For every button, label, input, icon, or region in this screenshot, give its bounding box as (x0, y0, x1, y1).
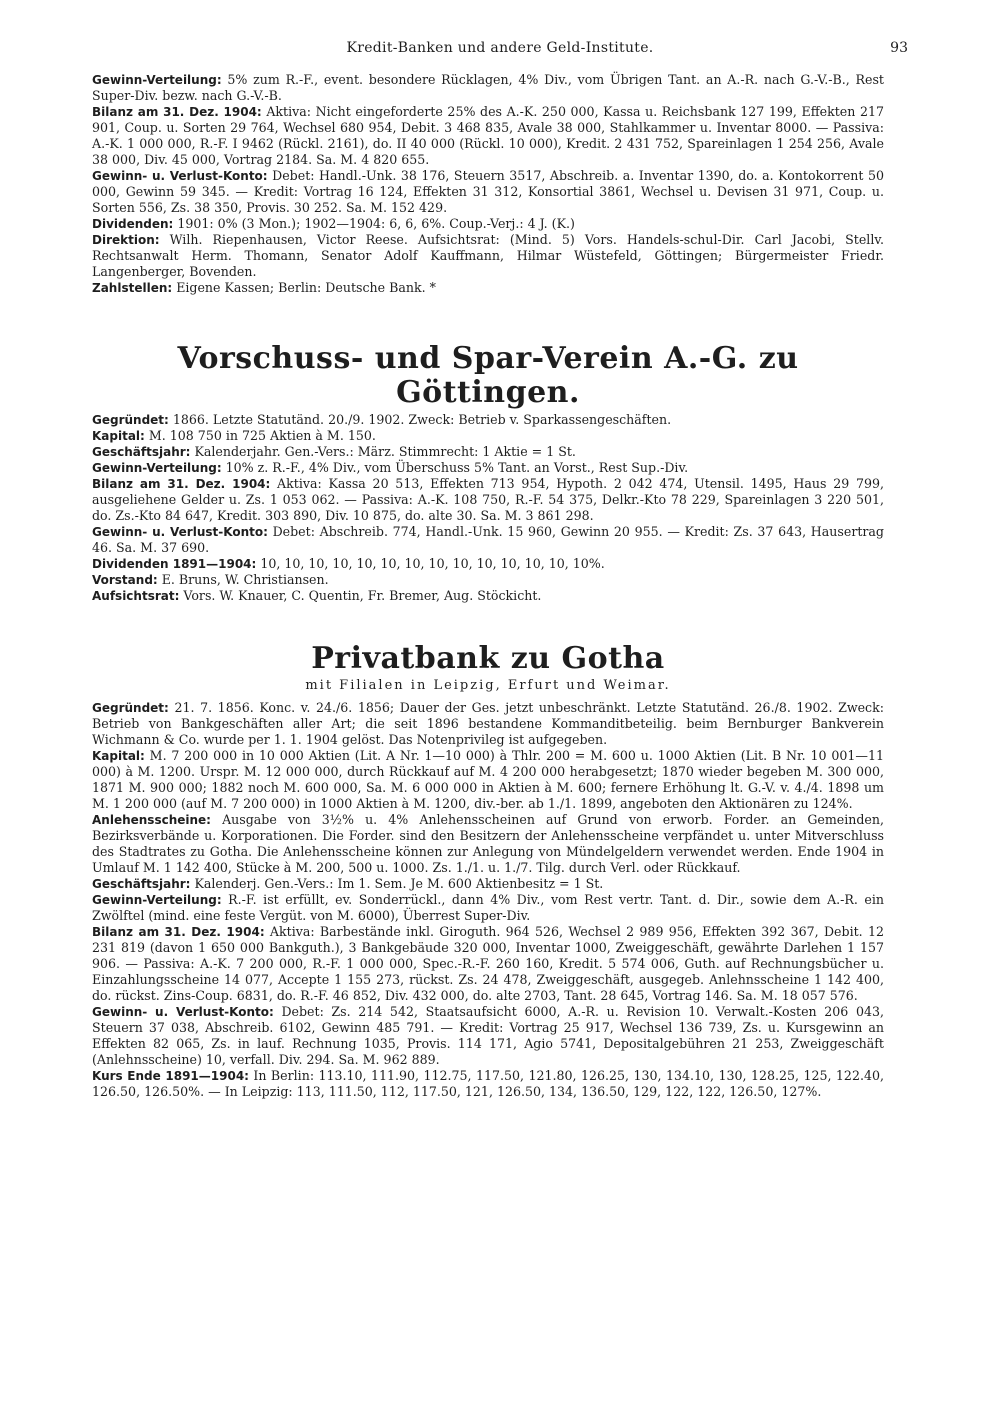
entry-paragraph (92, 524, 884, 556)
entry-label: Bilanz am 31. Dez. 1904: (92, 105, 262, 119)
entry-text: 1901: 0% (3 Mon.); 1902—1904: 6, 6, 6%. Coup.-Verj.: 4 J. (K.) (173, 216, 575, 231)
entry-label: Gewinn- u. Verlust-Konto: (92, 525, 268, 539)
entry-text: Aktiva: Barbestände inkl. Giroguth. 964 526, Wechsel 2 989 956, Effekten 392 367, Debit. 12 231 819 (davon 1 650 000 Bankguth.), 3 Bankgebäude 320 000, Inventar 1000, Zweiggeschäft, gewährte Darlehen 1 157 906. — Passiva: A.-K. 7 200 000, R.-F. 1 000 000, Spec.-R.-F. 260 160, Kredit. 5 574 006, Guth. auf Rechnungsbücher u. Einzahlungsscheine 14 077, Accepte 1 155 273, rückst. Zs. 24 478, Zweiggeschäft, ausgegeb. Anlehnsscheine 1 142 400, do. rückst. Zins-Coup. 6831, do. R.-F. 46 852, Div. 432 000, do. alte 2703, Tant. 28 645, Vortrag 146. Sa. M. 18 057 576. (92, 924, 884, 1003)
section-title-privatbank-gotha: Privatbank zu Gotha (311, 641, 665, 676)
entry-text: Aktiva: Kassa 20 513, Effekten 713 954, Hypoth. 2 042 474, Utensil. 1495, Haus 29 799, ausgeliehene Gelder u. Zs. 1 053 062. — Passiva: A.-K. 108 750, R.-F. 54 375, Delkr.-Kto 78 229, Spareinlagen 3 220 501, do. Zs.-Kto 84 647, Kredit. 303 890, Div. 10 875, do. alte 30. Sa. M. 3 861 298. (92, 476, 884, 523)
entry-text: E. Bruns, W. Christiansen. (157, 572, 329, 587)
entry-label: Gewinn- u. Verlust-Konto: (92, 169, 268, 183)
entry-label: Geschäftsjahr: (92, 877, 191, 891)
entry-text: Debet: Zs. 214 542, Staatsaufsicht 6000, A.-R. u. Revision 10. Verwalt.-Kosten 206 043, Steuern 37 038, Abschreib. 6102, Gewinn 485 791. — Kredit: Vortrag 25 917, Wechsel 136 739, Zs. u. Kursgewinn an Effekten 82 065, Zs. in lauf. Rechnung 1035, Provis. 114 171, Agio 5741, Depositalgebühren 21 253, Zweiggeschäft (Anlehnsscheine) 10, verfall. Div. 294. Sa. M. 962 889. (92, 1004, 884, 1067)
section-privatbank-gotha (92, 700, 884, 1100)
entry-label: Direktion: (92, 233, 160, 247)
entry-paragraph (92, 876, 884, 892)
entry-paragraph (92, 588, 884, 604)
entry-paragraph (92, 1068, 884, 1100)
entry-label: Kurs Ende 1891—1904: (92, 1069, 249, 1083)
page-header (0, 40, 1000, 60)
entry-paragraph (92, 1004, 884, 1068)
entry-text: Kalenderj. Gen.-Vers.: Im 1. Sem. Je M. 600 Aktienbesitz = 1 St. (190, 876, 604, 891)
section-goettingen-bank-continued (92, 72, 884, 296)
entry-paragraph (92, 104, 884, 168)
section-subtitle-privatbank-gotha: mit Filialen in Leipzig, Erfurt und Weimar. (305, 678, 671, 693)
entry-paragraph (92, 444, 884, 460)
entry-paragraph (92, 428, 884, 444)
entry-paragraph (92, 412, 884, 428)
entry-paragraph (92, 216, 884, 232)
entry-text: 5% zum R.-F., event. besondere Rücklagen, 4% Div., vom Übrigen Tant. an A.-R. nach G.-V.-B., Rest Super-Div. bezw. nach G.-V.-B. (92, 72, 884, 103)
entry-paragraph (92, 280, 884, 296)
entry-text: Wilh. Riepenhausen, Victor Reese. Aufsichtsrat: (Mind. 5) Vors. Handels-schul-Dir. Carl Jacobi, Stellv. Rechtsanwalt Herm. Thomann, Senator Adolf Kauffmann, Hilmar Wüstefeld, Göttingen; Bürgermeister Friedr. Langenberger, Bovenden. (92, 232, 884, 279)
entry-label: Zahlstellen: (92, 281, 173, 295)
entry-paragraph (92, 812, 884, 876)
entry-paragraph (92, 232, 884, 280)
entry-text: 10, 10, 10, 10, 10, 10, 10, 10, 10, 10, 10, 10, 10, 10%. (256, 556, 605, 571)
entry-label: Bilanz am 31. Dez. 1904: (92, 925, 265, 939)
page-body (92, 72, 884, 1100)
entry-label: Anlehensscheine: (92, 813, 211, 827)
entry-text: M. 108 750 in 725 Aktien à M. 150. (144, 428, 376, 443)
entry-label: Kapital: (92, 429, 145, 443)
entry-text: Kalenderjahr. Gen.-Vers.: März. Stimmrecht: 1 Aktie = 1 St. (190, 444, 576, 459)
section-vorschuss-verein (92, 412, 884, 604)
entry-paragraph (92, 700, 884, 748)
entry-text: Debet: Handl.-Unk. 38 176, Steuern 3517, Abschreib. a. Inventar 1390, do. a. Kontokorrent 50 000, Gewinn 59 345. — Kredit: Vortrag 16 124, Effekten 31 312, Konsortial 3861, Wechsel u. Devisen 31 971, Coup. u. Sorten 556, Zs. 38 350, Provis. 30 252. Sa. M. 152 429. (92, 168, 884, 215)
entry-paragraph (92, 572, 884, 588)
entry-label: Gewinn- u. Verlust-Konto: (92, 1005, 274, 1019)
entry-text: Aktiva: Nicht eingeforderte 25% des A.-K. 250 000, Kassa u. Reichsbank 127 199, Effekten 217 901, Coup. u. Sorten 29 764, Wechsel 680 954, Debit. 3 468 835, Avale 38 000, Stahlkammer u. Inventar 8000. — Passiva: A.-K. 1 000 000, R.-F. I 9462 (Rückl. 2161), do. II 40 000 (Rückl. 10 000), Kredit. 2 431 752, Spareinlagen 1 254 256, Avale 38 000, Div. 45 000, Vortrag 2184. Sa. M. 4 820 655. (92, 104, 884, 167)
entry-paragraph (92, 924, 884, 1004)
entry-text: R.-F. ist erfüllt, ev. Sonderrückl., dann 4% Div., vom Rest vertr. Tant. d. Dir., sowie dem A.-R. ein Zwölftel (mind. eine feste Vergüt. von M. 6000), Überrest Super-Div. (92, 892, 884, 923)
entry-text: Debet: Abschreib. 774, Handl.-Unk. 15 960, Gewinn 20 955. — Kredit: Zs. 37 643, Hausertrag 46. Sa. M. 37 690. (92, 524, 884, 555)
entry-label: Dividenden 1891—1904: (92, 557, 257, 571)
entry-label: Geschäftsjahr: (92, 445, 191, 459)
entry-label: Gegründet: (92, 701, 169, 715)
entry-text: 1866. Letzte Statutänd. 20./9. 1902. Zweck: Betrieb v. Sparkassengeschäften. (168, 412, 672, 427)
entry-label: Gewinn-Verteilung: (92, 73, 222, 87)
entry-label: Vorstand: (92, 573, 158, 587)
entry-paragraph (92, 168, 884, 216)
entry-text: Eigene Kassen; Berlin: Deutsche Bank. * (172, 280, 436, 295)
entry-text: M. 7 200 000 in 10 000 Aktien (Lit. A Nr. 1—10 000) à Thlr. 200 = M. 600 u. 1000 Aktien (Lit. B Nr. 10 001—11 000) à M. 1200. Urspr. M. 12 000 000, durch Rückkauf auf M. 4 200 000 herabgesetzt; 1870 wieder begeben M. 300 000, 1871 M. 900 000; 1882 noch M. 600 000, Sa. M. 6 000 000 in Aktien à M. 600; fernere Erhöhung lt. G.-V. v. 4./4. 1898 um M. 1 200 000 (auf M. 7 200 000) in 1000 Aktien à M. 1200, div.-ber. ab 1./1. 1899, angeboten den Aktionären zu 124%. (92, 748, 884, 811)
running-head: Kredit-Banken und andere Geld-Institute. (346, 40, 654, 56)
entry-paragraph (92, 72, 884, 104)
entry-label: Dividenden: (92, 217, 174, 231)
entry-label: Gewinn-Verteilung: (92, 461, 222, 475)
entry-text: Ausgabe von 3½% u. 4% Anlehensscheinen auf Grund von erworb. Forder. an Gemeinden, Bezirksverbände u. Korporationen. Die Forder. sind den Besitzern der Anlehensscheine verpfändet u. unter Mitverschluss des Stadtrates zu Gotha. Die Anlehensscheine können zur Anlegung von Mündelgeldern verwendet werden. Ende 1904 in Umlauf M. 1 142 400, Stücke à M. 200, 500 u. 1000. Zs. 1./1. u. 1./7. Tilg. durch Verl. oder Rückkauf. (92, 812, 884, 875)
entry-paragraph (92, 556, 884, 572)
entry-text: In Berlin: 113.10, 111.90, 112.75, 117.50, 121.80, 126.25, 130, 134.10, 130, 128.25, 125, 122.40, 126.50, 126.50%. — In Leipzig: 113, 111.50, 112, 117.50, 121, 126.50, 134, 136.50, 129, 122, 122, 126.50, 127%. (92, 1068, 884, 1099)
entry-paragraph (92, 460, 884, 476)
entry-label: Kapital: (92, 749, 145, 763)
entry-text: 21. 7. 1856. Konc. v. 24./6. 1856; Dauer der Ges. jetzt unbeschränkt. Letzte Statutänd. 26./8. 1902. Zweck: Betrieb von Bankgeschäften aller Art; die seit 1896 bestandene Kommanditbeteilig. beim Bernburger Bankverein Wichmann & Co. wurde per 1. 1. 1904 gelöst. Das Notenprivileg ist aufgegeben. (92, 700, 884, 747)
entry-paragraph (92, 748, 884, 812)
entry-label: Bilanz am 31. Dez. 1904: (92, 477, 271, 491)
entry-text: Vors. W. Knauer, C. Quentin, Fr. Bremer, Aug. Stöckicht. (179, 588, 542, 603)
section-title-vorschuss-verein: Vorschuss- und Spar-Verein A.-G. zu Göttingen. (177, 341, 799, 410)
page-number: 93 (890, 40, 908, 56)
entry-label: Gewinn-Verteilung: (92, 893, 222, 907)
entry-label: Gegründet: (92, 413, 169, 427)
entry-paragraph (92, 892, 884, 924)
entry-paragraph (92, 476, 884, 524)
entry-label: Aufsichtsrat: (92, 589, 180, 603)
entry-text: 10% z. R.-F., 4% Div., vom Überschuss 5% Tant. an Vorst., Rest Sup.-Div. (221, 460, 689, 475)
